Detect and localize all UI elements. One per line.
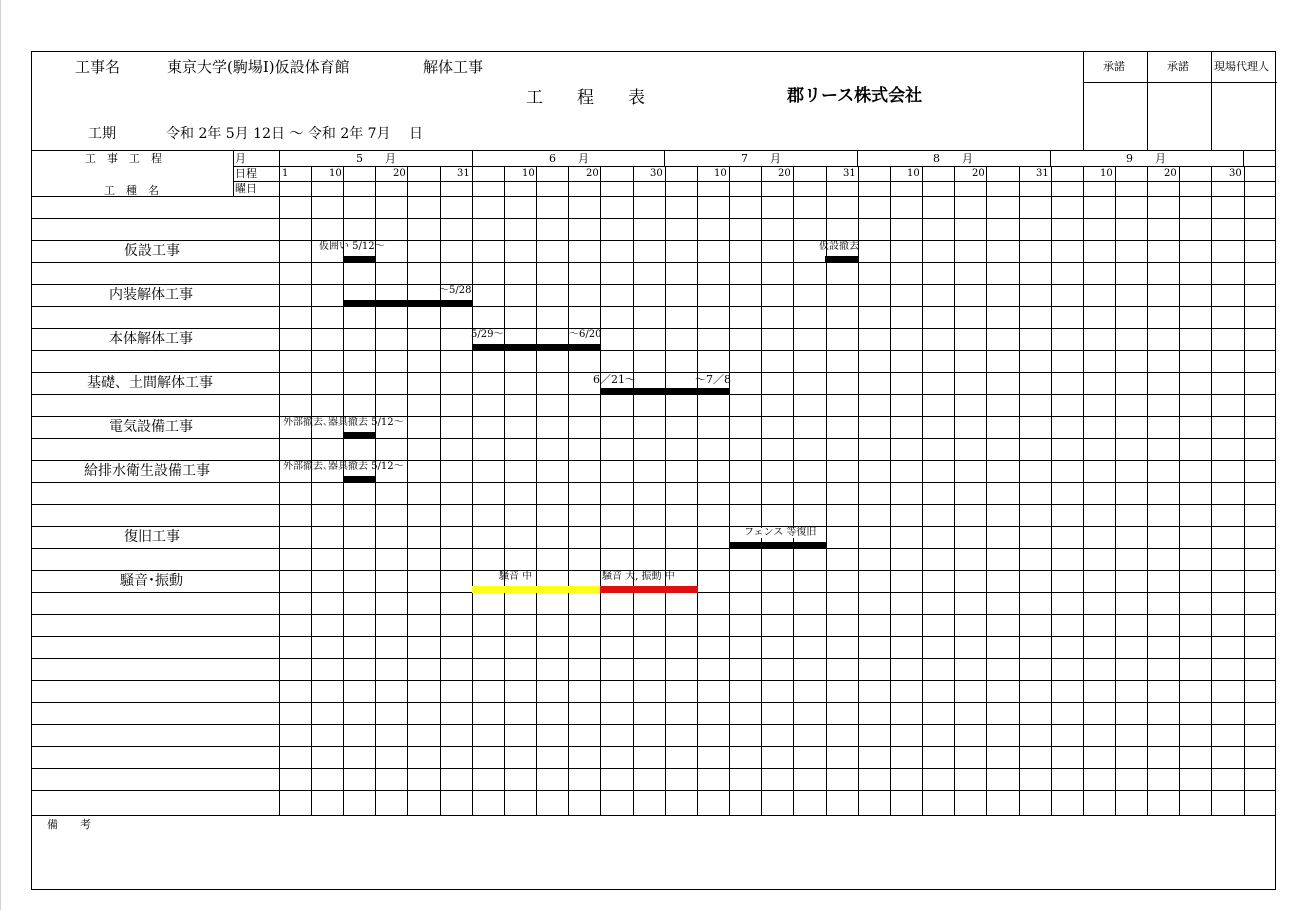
grid-line [1147, 166, 1148, 815]
grid-line [32, 218, 1275, 219]
grid-line [729, 166, 730, 815]
grid-line [664, 150, 665, 166]
grid-line [1244, 166, 1245, 815]
grid-line [1019, 166, 1020, 815]
grid-line [32, 548, 1275, 549]
grid-line [32, 636, 1275, 637]
grid-line [343, 166, 344, 815]
day-tick: 20 [393, 168, 406, 179]
grid-line [311, 166, 312, 815]
approval-label: 承諾 [1103, 60, 1125, 73]
day-tick: 31 [843, 168, 856, 179]
month-label: 月 [235, 152, 246, 165]
task-name-temporary: 仮設工事 [124, 243, 180, 259]
grid-line [32, 372, 1275, 373]
grid-line [761, 166, 762, 815]
month-september: 9 月 [1126, 152, 1166, 165]
grid-line [1050, 150, 1051, 166]
grid-line [536, 166, 537, 815]
task-name-electrical: 電気設備工事 [109, 419, 193, 435]
grid-line [32, 350, 1275, 351]
grid-line [472, 150, 473, 166]
day-tick: 30 [650, 168, 663, 179]
day-tick: 10 [1100, 168, 1113, 179]
grid-line [32, 504, 1275, 505]
grid-line [375, 166, 376, 815]
plumbing-note: 外部撤去､器具撤去 5/12〜 [283, 461, 404, 472]
grid-line [32, 150, 1275, 151]
month-august: 8 月 [933, 152, 973, 165]
grid-line [1051, 166, 1052, 815]
doc-title: 工 程 表 [526, 88, 645, 108]
grid-line [665, 166, 666, 815]
grid-line [633, 166, 634, 815]
day-tick: 30 [1229, 168, 1242, 179]
interior-end-note: 〜5/28 [439, 285, 472, 296]
period-value: 令和 2年 5月 12日 〜 令和 2年 7月 日 [166, 126, 424, 142]
grid-line [407, 166, 408, 815]
approval-line [1083, 82, 1277, 83]
bar-plumbing [343, 476, 376, 483]
grid-line [568, 166, 569, 815]
project-label: 工事名 [75, 58, 121, 76]
grid-line [890, 166, 891, 815]
grid-line [32, 790, 1275, 791]
grid-line [697, 166, 698, 815]
temp-start-note: 仮囲い 5/12〜 [319, 241, 385, 252]
weekday-label: 曜日 [235, 182, 257, 195]
task-name-interior: 内装解体工事 [109, 287, 193, 303]
grid-line [32, 680, 1275, 681]
grid-line [826, 166, 827, 815]
day-tick: 1 [282, 168, 289, 179]
bar-restoration [729, 542, 826, 549]
task-name-plumbing: 給排水衛生設備工事 [84, 463, 210, 479]
grid-line [954, 166, 955, 815]
project-name: 東京大学(駒場Ⅰ)仮設体育館 [167, 58, 350, 76]
grid-line [32, 262, 1275, 263]
month-june: 6 月 [549, 152, 589, 165]
company-name: 郡リース株式会社 [787, 86, 923, 106]
month-july: 7 月 [741, 152, 781, 165]
grid-line [1243, 150, 1244, 166]
bar-electrical [343, 432, 376, 439]
task-name-noise-vibration: 騒音･振動 [120, 573, 183, 589]
grid-line [472, 166, 473, 815]
grid-line [32, 240, 1275, 241]
grid-line [858, 166, 859, 815]
grid-line [1179, 166, 1180, 815]
grid-line [600, 166, 601, 815]
grid-line [233, 150, 234, 196]
grid-line [32, 746, 1275, 747]
task-name-foundation: 基礎、土間解体工事 [87, 375, 213, 391]
grid-line [32, 328, 1275, 329]
approval-divider [1083, 52, 1084, 150]
grid-line [440, 166, 441, 815]
grid-line [986, 166, 987, 815]
day-tick: 20 [1164, 168, 1177, 179]
grid-line [32, 196, 1275, 197]
day-tick: 20 [586, 168, 599, 179]
day-tick: 10 [329, 168, 342, 179]
main-start-note: 5/29〜 [471, 329, 504, 340]
foundation-end-note: 〜7／8 [695, 373, 731, 386]
task-name-restoration: 復旧工事 [124, 529, 180, 545]
work-type-label: 工 種 名 [104, 184, 159, 197]
remarks-label: 備 考 [47, 818, 91, 831]
temp-remove-note: 仮設撤去 [819, 241, 859, 252]
approval-divider [1211, 52, 1212, 150]
grid-line [32, 614, 1275, 615]
grid-line [233, 166, 1275, 167]
schedule-label: 日程 [235, 167, 257, 180]
bar-noise-medium [472, 586, 601, 593]
grid-line [32, 815, 1275, 816]
grid-line [32, 438, 1275, 439]
project-suffix: 解体工事 [423, 58, 484, 76]
bar-foundation-demolition [600, 388, 730, 395]
process-label: 工 事 工 程 [85, 152, 162, 165]
grid-line [1115, 166, 1116, 815]
bar-temporary-fence [343, 256, 376, 263]
bar-noise-high [600, 586, 698, 593]
grid-line [32, 658, 1275, 659]
grid-line [32, 768, 1275, 769]
day-tick: 31 [1036, 168, 1049, 179]
grid-line [32, 702, 1275, 703]
period-label: 工期 [88, 126, 116, 142]
grid-line [32, 460, 1275, 461]
grid-line [32, 416, 1275, 417]
day-tick: 31 [457, 168, 470, 179]
grid-line [504, 166, 505, 815]
bar-temporary-removal [825, 256, 858, 263]
noise-high-note: 騒音 大, 振動 中 [602, 571, 675, 582]
page-edge [0, 0, 1, 910]
grid-line [32, 306, 1275, 307]
approval-divider [1147, 52, 1148, 150]
task-name-main-body: 本体解体工事 [109, 331, 193, 347]
main-end-note: 〜6/20 [569, 329, 602, 340]
foundation-start-note: 6／21〜 [593, 373, 636, 386]
site-agent-label: 現場代理人 [1214, 60, 1269, 73]
bar-main-demolition [472, 344, 601, 351]
restoration-note: フェンス 等復旧 [744, 527, 817, 538]
day-tick: 20 [972, 168, 985, 179]
day-tick: 10 [714, 168, 727, 179]
day-tick: 20 [778, 168, 791, 179]
grid-line [793, 166, 794, 815]
grid-line [32, 724, 1275, 725]
approval-label: 承諾 [1167, 60, 1189, 73]
day-tick: 10 [522, 168, 535, 179]
grid-line [922, 166, 923, 815]
grid-line [32, 482, 1275, 483]
noise-medium-note: 騒音 中 [499, 571, 533, 582]
grid-line [1083, 166, 1084, 815]
grid-line [1275, 150, 1276, 815]
day-tick: 10 [907, 168, 920, 179]
grid-line [857, 150, 858, 166]
electrical-note: 外部撤去､器具撤去 5/12〜 [283, 417, 404, 428]
schedule-sheet [31, 51, 1276, 890]
grid-line [32, 284, 1275, 285]
grid-line [32, 526, 1275, 527]
month-may: 5 月 [356, 152, 396, 165]
grid-line [1211, 166, 1212, 815]
bar-interior-demolition [343, 300, 473, 307]
grid-line [233, 181, 1275, 182]
